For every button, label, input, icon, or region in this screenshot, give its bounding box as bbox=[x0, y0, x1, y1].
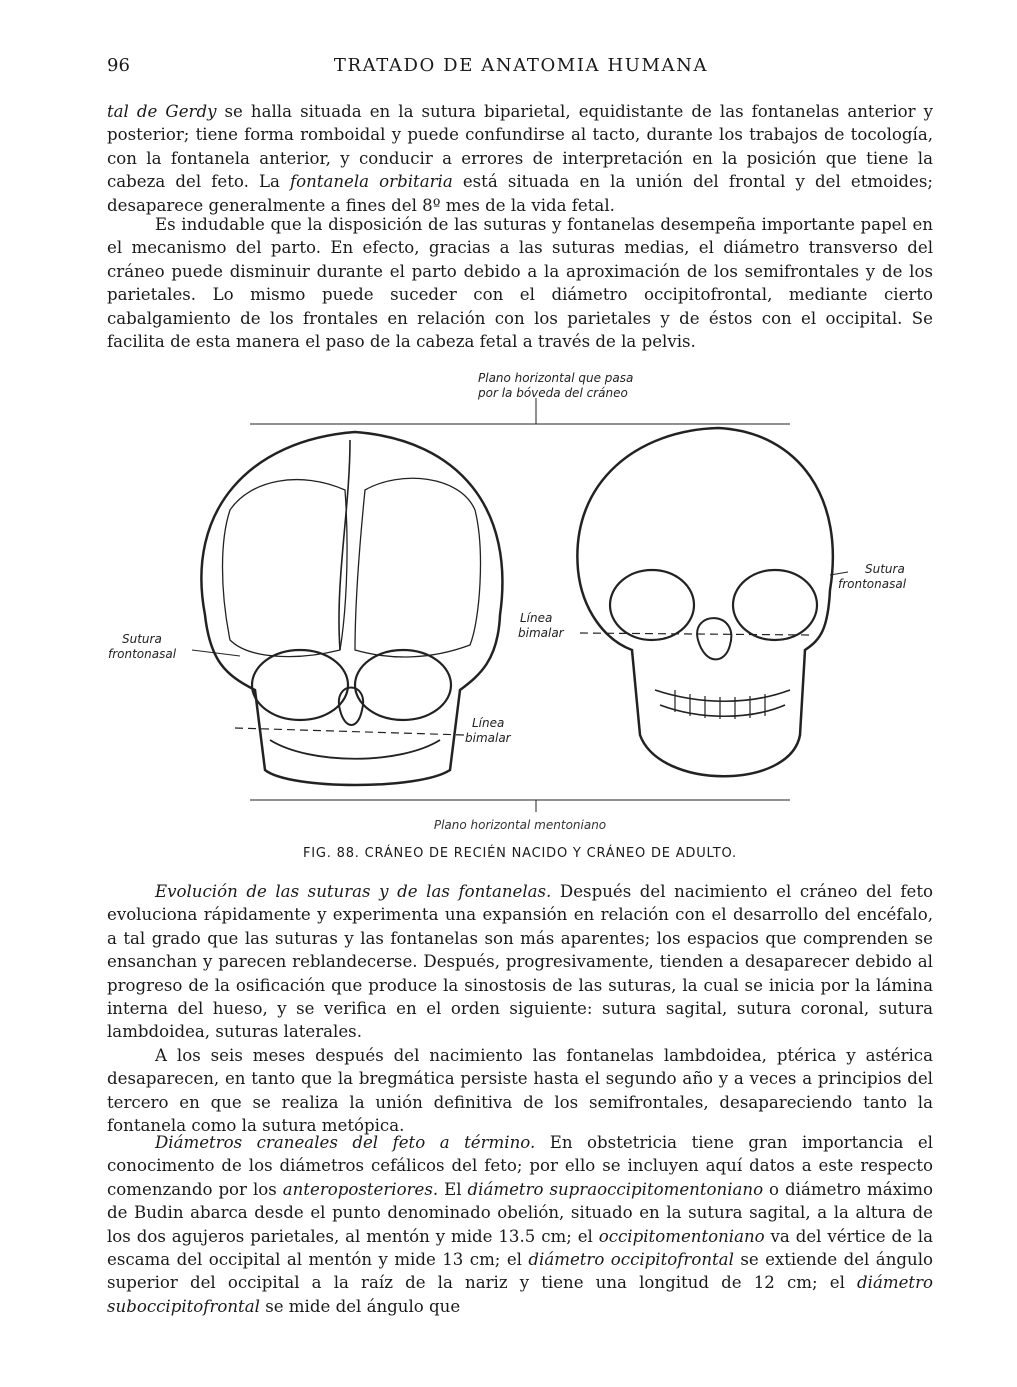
italic-term: fontanela orbitaria bbox=[289, 172, 453, 192]
paragraph-text: se extiende del ángulo superior del occipital a la raíz de la nariz y tiene una longitud de 12 cm; el bbox=[107, 1250, 933, 1293]
label-left-sutura-1: Sutura bbox=[122, 632, 162, 646]
label-bottom-plane: Plano horizontal mentoniano bbox=[433, 818, 607, 832]
paragraph-sutures-birth: Es indudable que la disposición de las suturas y fontanelas desempeña importante papel en el mecanismo del parto. En efecto, gracias a las suturas medias, el diámetro transverso del cráneo puede disminuir durante el parto debido a la aproximación de los semifrontales y de los parietales. Lo mismo puede suceder con el diámetro occipitofrontal, mediante cierto cabalgamiento de los frontales en relación con los parietales y de éstos con el occipital. Se facilita de esta manera el paso de la cabeza fetal a través de la pelvis. bbox=[107, 215, 933, 352]
label-left-bimalar-2: bimalar bbox=[465, 731, 511, 745]
running-title: TRATADO DE ANATOMIA HUMANA bbox=[333, 55, 709, 76]
skull-illustration bbox=[100, 360, 940, 830]
adult-skull bbox=[577, 428, 832, 776]
paragraph-cranial-diameters bbox=[107, 1131, 933, 1318]
label-right-sutura-2: frontonasal bbox=[838, 577, 907, 591]
paragraph-six-months: A los seis meses después del nacimiento las fontanelas lambdoidea, ptérica y astérica desaparecen, en tanto que la bregmática persiste hasta el segundo año y a veces a principios del tercero en que se realiza la unión definitiva de los semifrontales, desapareciendo tanto la fontanela como la sutura metópica. bbox=[107, 1046, 933, 1136]
paragraph-text: o diámetro máximo de Budin abarca desde el punto denominado obelión, situado en la sutura sagital, a la altura de los dos agujeros parietales, al mentón y mide 13.5 cm; el bbox=[107, 1179, 933, 1246]
page-header bbox=[107, 55, 935, 85]
paragraph-text: va del vértice de la escama del occipital al mentón y mide 13 cm; el bbox=[107, 1226, 933, 1270]
italic-term: diámetro occipitofrontal bbox=[528, 1250, 734, 1270]
italic-term: occipitomentoniano bbox=[598, 1226, 765, 1246]
paragraph-text: está situada en la unión del frontal y del etmoides; desaparece generalmente a fines del 8º mes de la vida fetal. bbox=[107, 172, 933, 215]
newborn-skull bbox=[201, 432, 505, 785]
label-top-plane-1: Plano horizontal que pasa bbox=[478, 371, 634, 385]
italic-term: tal de Gerdy bbox=[107, 102, 217, 121]
label-mid-bimalar-1: Línea bbox=[520, 611, 553, 625]
italic-heading: Diámetros craneales del feto a término. bbox=[155, 1133, 536, 1152]
paragraph-text: Después del nacimiento el cráneo del feto evoluciona rápidamente y experimenta una expansión en relación con el desarrollo del encéfalo, a tal grado que las suturas y las fontanelas son más aparentes; los espacios que comprenden se ensanchan y parecen reblandecerse. Después, progresivamente, tienden a desaparecer debido al progreso de la osificación que produce la sinostosis de las suturas, la cual se inicia por la lámina interna del hueso, y se verifica en el orden siguiente: sutura sagital, sutura coronal, sutura lambdoidea, suturas laterales. bbox=[107, 882, 933, 1042]
italic-term: anteroposteriores bbox=[282, 1179, 433, 1199]
italic-term: diámetro suboccipitofrontal bbox=[107, 1273, 933, 1316]
italic-term: diámetro supraoccipitomentoniano bbox=[467, 1179, 764, 1199]
label-right-sutura-1: Sutura bbox=[865, 562, 905, 576]
label-top-plane-2: por la bóveda del cráneo bbox=[478, 386, 628, 400]
skull-figure bbox=[100, 360, 940, 830]
paragraph-text: se mide del ángulo que bbox=[259, 1296, 461, 1316]
figure-caption: FIG. 88. CRÁNEO DE RECIÉN NACIDO Y CRÁNEO DE ADULTO. bbox=[303, 846, 737, 861]
label-mid-bimalar-2: bimalar bbox=[518, 626, 564, 640]
label-left-sutura-2: frontonasal bbox=[108, 647, 177, 661]
paragraph-text: se halla situada en la sutura biparietal, equidistante de las fontanelas anterior y posterior; tiene forma romboidal y puede confundirse al tacto, durante los trabajos de tocología, con la fontanela anterior, y conducir a errores de interpretación en la posición que tiene la cabeza del feto. La bbox=[107, 102, 933, 192]
paragraph-gerdy-fontanel bbox=[107, 100, 933, 217]
paragraph-text: . El bbox=[432, 1179, 468, 1199]
label-left-bimalar-1: Línea bbox=[472, 716, 505, 730]
paragraph-sutures-evolution bbox=[107, 880, 933, 1044]
paragraph-text: En obstetricia tiene gran importancia el conocimento de los diámetros cefálicos del feto; por ello se incluyen aquí datos a este respecto comenzando por los bbox=[107, 1133, 933, 1199]
italic-heading: Evolución de las suturas y de las fontanelas. bbox=[155, 882, 552, 901]
page-number: 96 bbox=[107, 55, 130, 76]
